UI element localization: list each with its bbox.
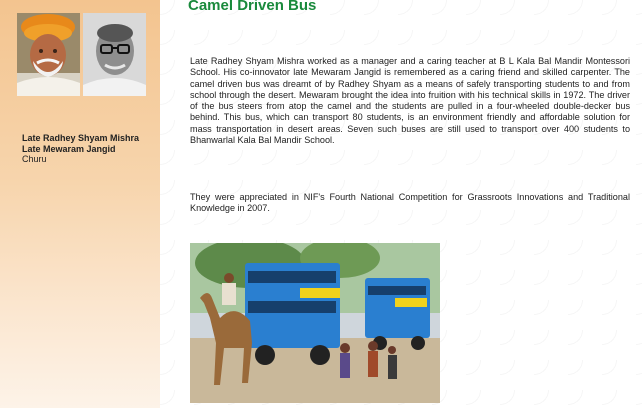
innovator-names: [22, 133, 158, 165]
sidebar: [0, 0, 160, 408]
camel-bus-photo: [190, 243, 440, 403]
place-label: Churu: [22, 154, 47, 164]
description-paragraph: Late Radhey Shyam Mishra worked as a manager and a caring teacher at B L Kala Bal Mandir Montessori School. His co-innovator late Mewaram Jangid is remembered as a caring friend and skilled carpenter. The camel driven bus was dreamt of by Radhey Shyam as a means of safely transporting students to and from school through the desert. Mewaram brought the idea into fruition with his technical skills in 1972. The driver of the bus steers from atop the camel and the students are pulled in a four-wheeled double-decker bus behind. This bus, which can transport 80 students, is an environment friendly and affordable solution for mass transportation in desert areas. Seven such buses are still used to transport over 400 students to Bhanwarlal Kala Bal Mandir School.: [190, 56, 630, 146]
recognition-paragraph: They were appreciated in NIF's Fourth National Competition for Grassroots Innovations and Traditional Knowledge in 2007.: [190, 192, 630, 214]
portrait-mewaram-jangid: [83, 13, 146, 96]
name-radhey-shyam-mishra: Late Radhey Shyam Mishra: [22, 133, 140, 143]
portrait-radhey-shyam-mishra: [17, 13, 80, 96]
name-mewaram-jangid: Late Mewaram Jangid: [22, 143, 116, 154]
page-title: Camel Driven Bus: [188, 0, 317, 14]
